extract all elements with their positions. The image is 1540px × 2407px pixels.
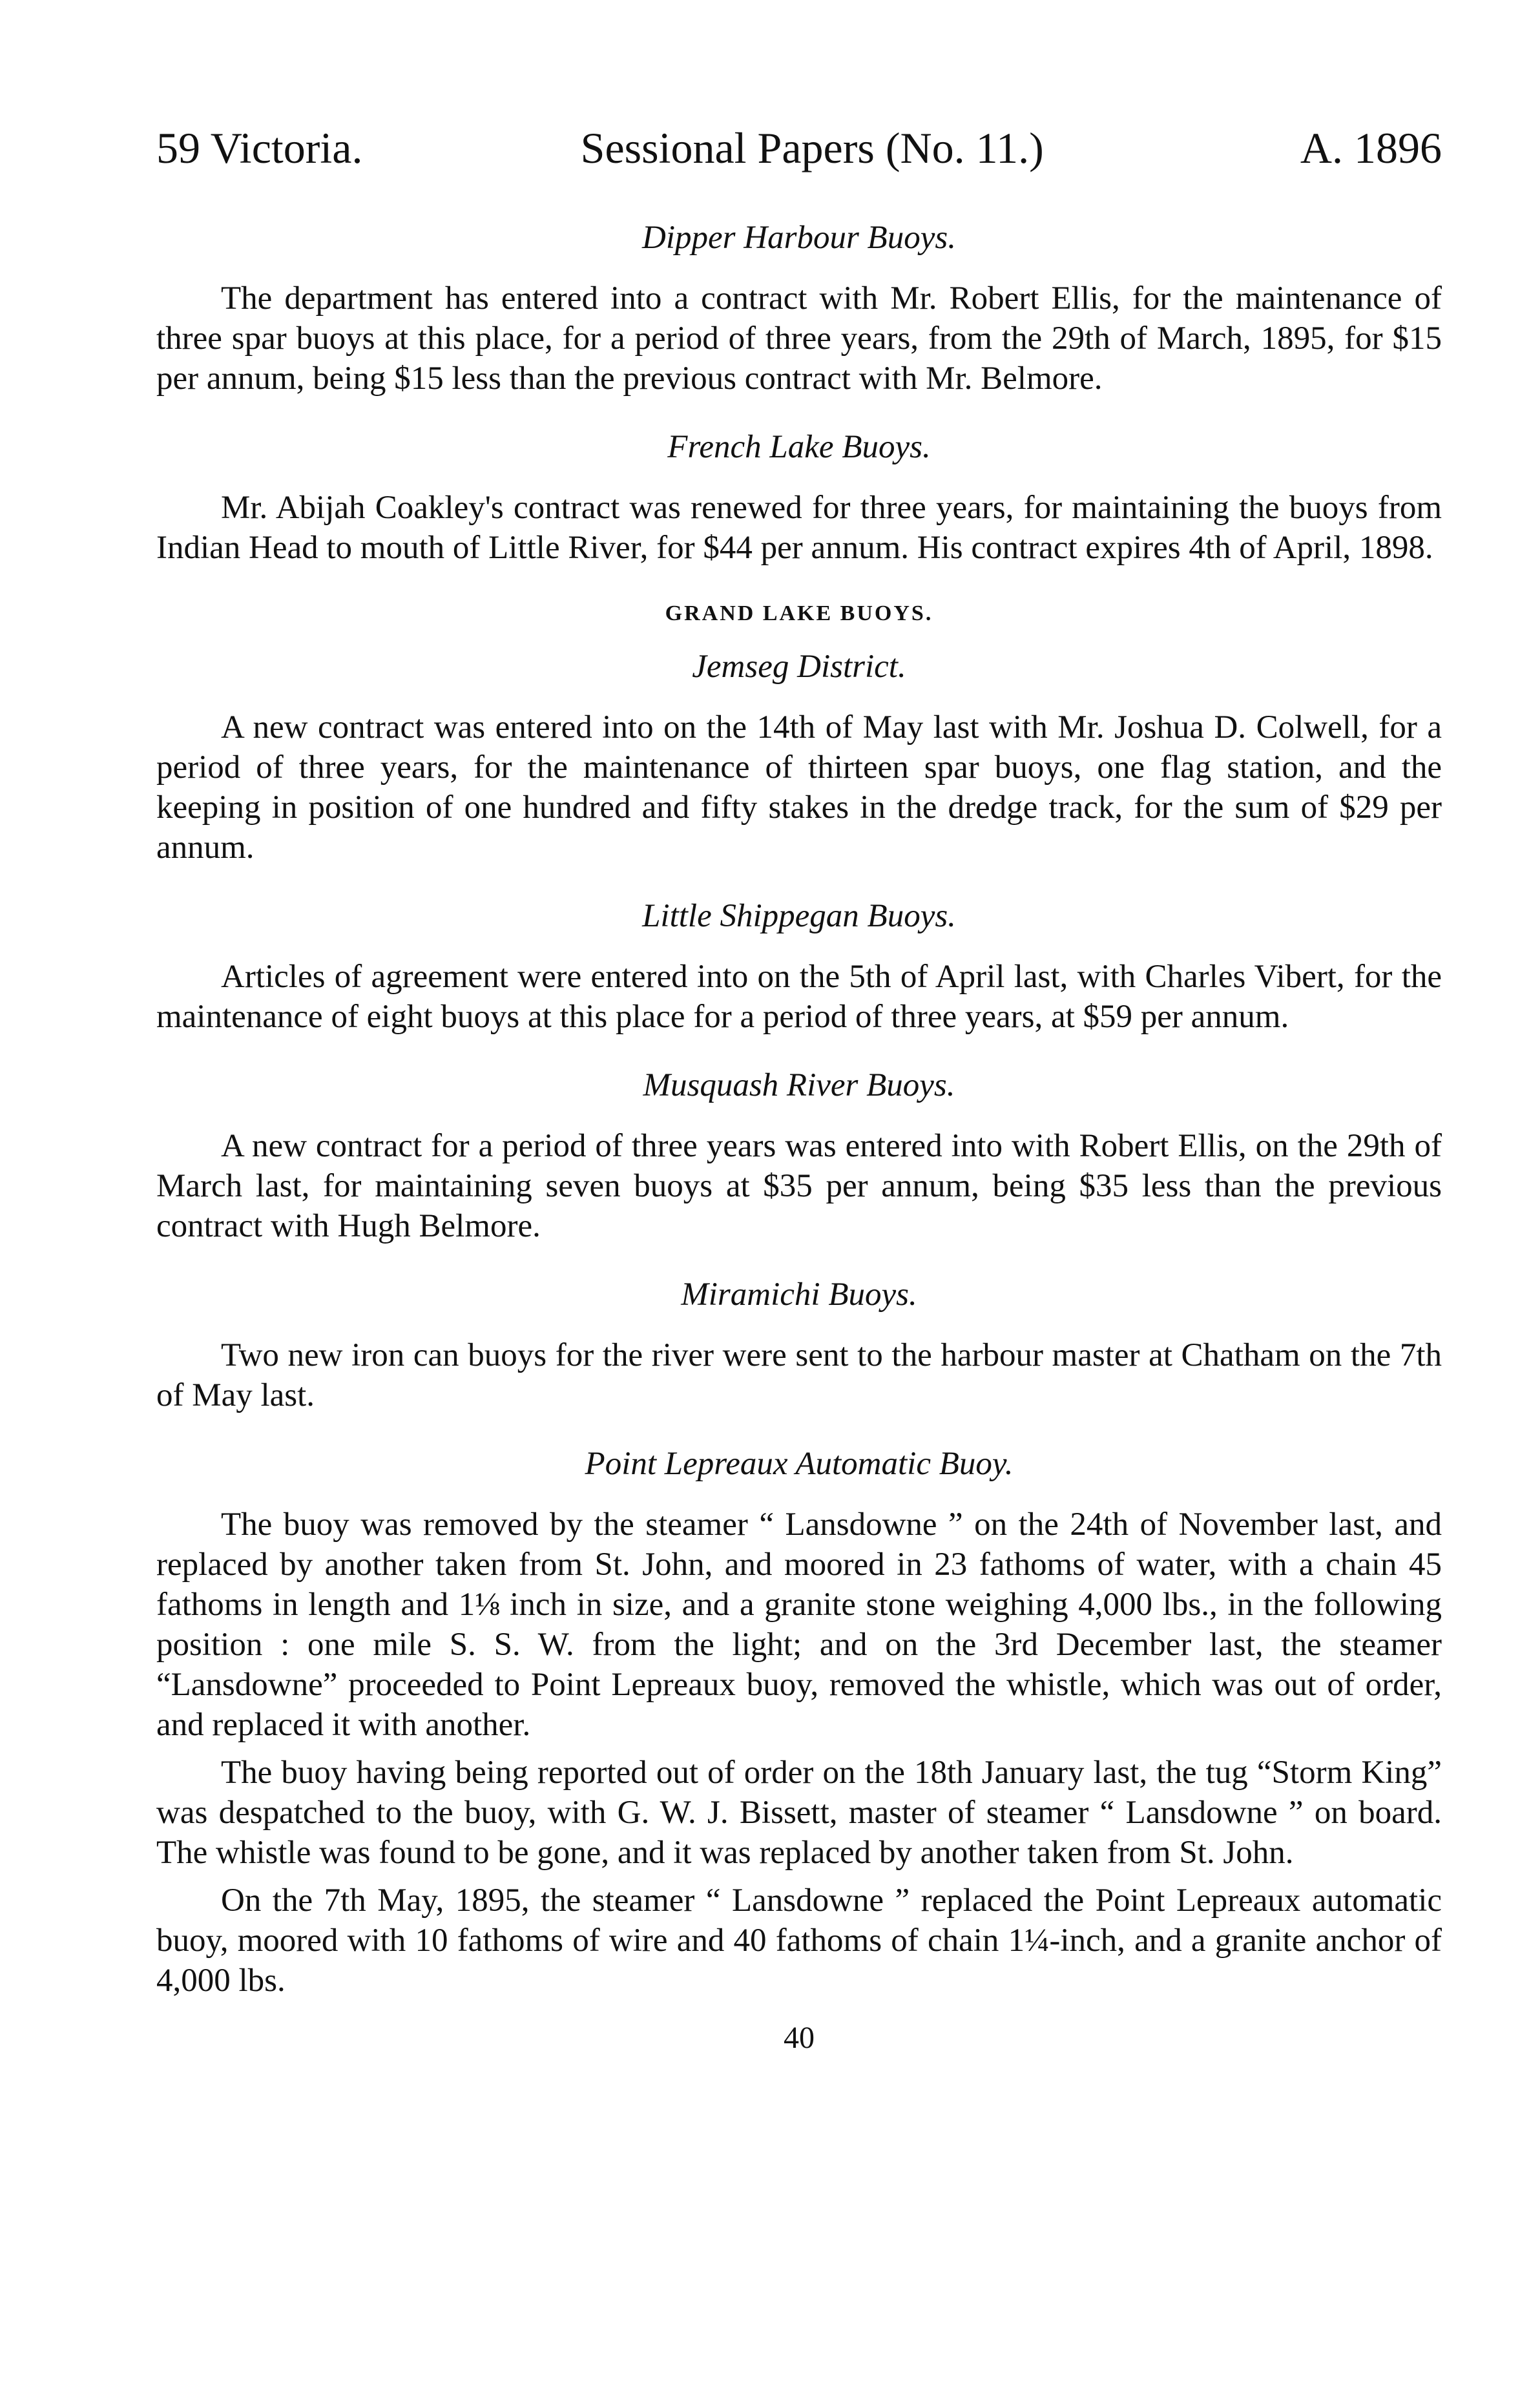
header-right: A. 1896 [1300, 123, 1442, 172]
section-heading: Musquash River Buoys. [643, 1067, 955, 1103]
paragraph: A new contract for a period of three years was entered into with Robert Ellis, on the 29th of March last, for maintaining seven buoys at $35 per annum, being $35 less than the previous contract with Hugh Belmore. [156, 1128, 1442, 1244]
running-header [156, 123, 1442, 174]
paragraph: On the 7th May, 1895, the steamer “ Lansdowne ” replaced the Point Lepreaux automatic buoy, moored with 10 fathoms of wire and 40 fathoms of chain 1¼-inch, and a granite anchor of 4,000 lbs. [156, 1882, 1442, 1999]
section-heading: Dipper Harbour Buoys. [642, 220, 956, 256]
section-heading: French Lake Buoys. [667, 429, 931, 465]
page-number: 40 [784, 2021, 815, 2055]
header-center: Sessional Papers (No. 11.) [580, 123, 1044, 172]
document-page [156, 123, 1442, 2056]
paragraph: The department has entered into a contract with Mr. Robert Ellis, for the maintenance of three spar buoys at this place, for a period of three years, from the 29th of March, 1895, for $15 per annum, being $15 less than the previous contract with Mr. Belmore. [156, 280, 1442, 397]
paragraph: Articles of agreement were entered into on the 5th of April last, with Charles Vibert, for the maintenance of eight buoys at this place for a period of three years, at $59 per annum. [156, 959, 1442, 1035]
paragraph: Mr. Abijah Coakley's contract was renewed for three years, for maintaining the buoys from Indian Head to mouth of Little River, for $44 per annum. His contract expires 4th of April, 1898. [156, 490, 1442, 566]
paragraph: The buoy having being reported out of order on the 18th January last, the tug “Storm King” was despatched to the buoy, with G. W. J. Bissett, master of steamer “ Lansdowne ” on board. The whistle was found to be gone, and it was replaced by another taken from St. John. [156, 1755, 1442, 1871]
section-heading: Point Lepreaux Automatic Buoy. [585, 1446, 1014, 1482]
paragraph: A new contract was entered into on the 14th of May last with Mr. Joshua D. Colwell, for a period of three years, for the maintenance of thirteen spar buoys, one flag station, and the keeping in position of one hundred and fifty stakes in the dredge track, for the sum of $29 per annum. [156, 709, 1442, 866]
section-heading: Jemseg District. [692, 649, 906, 685]
paragraph: Two new iron can buoys for the river were sent to the harbour master at Chatham on the 7th of May last. [156, 1337, 1442, 1413]
section-heading: Little Shippegan Buoys. [642, 898, 956, 934]
paragraph: The buoy was removed by the steamer “ Lansdowne ” on the 24th of November last, and replaced by another taken from St. John, and moored in 23 fathoms of water, with a chain 45 fathoms in length and 1⅛ inch in size, and a granite stone weighing 4,000 lbs., in the following position : one mile S. S. W. from the light; and on the 3rd December last, the steamer “Lansdowne” proceeded to Point Lepreaux buoy, removed the whistle, which was out of order, and replaced it with another. [156, 1506, 1442, 1743]
header-left: 59 Victoria. [156, 123, 363, 172]
section-heading: Miramichi Buoys. [681, 1276, 917, 1313]
caps-heading: GRAND LAKE BUOYS. [665, 601, 933, 625]
